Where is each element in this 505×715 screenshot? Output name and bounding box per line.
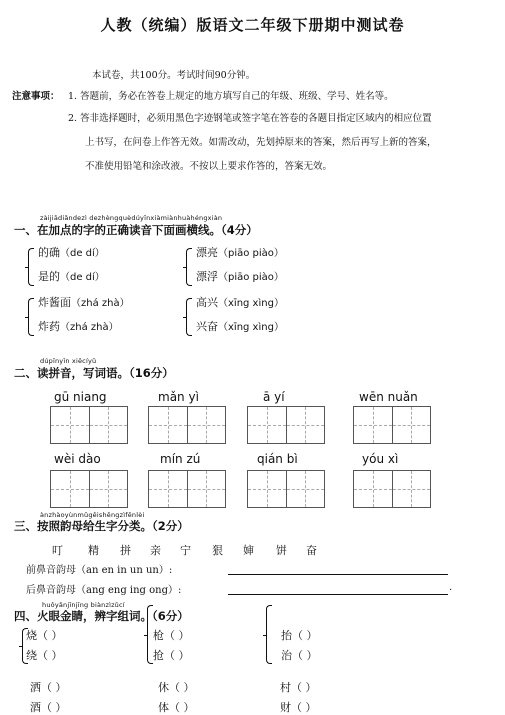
brace — [266, 605, 272, 664]
s1-item: 的确（de dí） — [38, 246, 105, 259]
s3-front-label: 前鼻音韵母（an en in un un）: — [26, 565, 173, 576]
s2-heading: 二、读拼音，写词语。（16分） — [14, 366, 174, 380]
writing-grid[interactable] — [353, 406, 431, 444]
s2-word-pinyin: wèi dào — [54, 452, 101, 466]
s4-item: 抬（ ） — [281, 629, 318, 642]
s1-item: 炸药（zhá zhà） — [38, 320, 119, 333]
s4-item: 枪（ ） — [153, 629, 190, 642]
s3-char: 叮 — [52, 544, 63, 557]
s4-item: 财（ ） — [280, 701, 317, 714]
s1-item: 兴奋（xīng xìng） — [196, 320, 284, 333]
s2-word-pinyin: yóu xì — [362, 452, 399, 466]
s1-item: 炸酱面（zhá zhà） — [38, 296, 130, 309]
writing-grid[interactable] — [50, 470, 128, 508]
s2-word-pinyin: ā yí — [263, 390, 285, 404]
s4-item: 治（ ） — [281, 649, 318, 662]
brace — [28, 298, 34, 336]
writing-grid[interactable] — [50, 406, 128, 444]
notice-2b: 上书写，在问卷上作答无效。如需改动，先划掉原来的答案，然后再写上新的答案， — [85, 137, 437, 148]
s3-char: 精 — [88, 544, 99, 557]
writing-grid[interactable] — [148, 406, 226, 444]
notice-1: 1. 答题前，务必在答卷上规定的地方填写自己的年级、班级、学号、姓名等。 — [68, 91, 394, 102]
s3-pinyin: ànzhàoyùnmǔgěishēngzìfēnlèi — [40, 511, 145, 519]
notice-2c: 不准使用铅笔和涂改液。不按以上要求作答的，答案无效。 — [85, 161, 333, 172]
s1-item: 漂亮（piāo piào） — [196, 246, 284, 259]
answer-line[interactable] — [228, 574, 448, 575]
s4-heading: 四、火眼金睛，辨字组词。（6分） — [14, 609, 189, 623]
s4-item: 烧（ ） — [26, 629, 63, 642]
s3-char: 亲 — [150, 544, 161, 557]
s2-pinyin: dúpīnyīn xiěcíyǔ — [40, 357, 97, 365]
writing-grid[interactable] — [247, 470, 325, 508]
s2-word-pinyin: wēn nuǎn — [359, 390, 418, 404]
intro-text: 本试卷，共100分。考试时间90分钟。 — [92, 70, 256, 81]
s4-item: 抢（ ） — [153, 649, 190, 662]
s2-word-pinyin: qián bì — [257, 452, 298, 466]
s3-char: 奋 — [306, 544, 317, 557]
s4-item: 酒（ ） — [30, 701, 67, 714]
s2-word-pinyin: mǎn yì — [158, 390, 199, 404]
s1-item: 高兴（xīng xìng） — [196, 296, 284, 309]
s3-char: 婶 — [243, 544, 254, 557]
writing-grid[interactable] — [148, 470, 226, 508]
brace — [186, 248, 192, 286]
s4-item: 体（ ） — [158, 701, 195, 714]
page-title: 人教（统编）版语文二年级下册期中测试卷 — [100, 16, 405, 34]
s3-char: 狠 — [212, 544, 223, 557]
s1-item: 漂浮（piāo piào） — [196, 270, 284, 283]
brace — [28, 248, 34, 286]
s3-back-end: . — [449, 582, 453, 593]
s4-item: 洒（ ） — [30, 681, 67, 694]
s2-word-pinyin: gū niang — [54, 390, 107, 404]
s3-back-label: 后鼻音韵母（ang eng ing ong）: — [26, 585, 182, 596]
s3-char: 拼 — [120, 544, 131, 557]
notice-label: 注意事项： — [12, 91, 60, 102]
s1-heading: 一、在加点的字的正确读音下面画横线。（4分） — [14, 223, 258, 237]
s4-item: 休（ ） — [158, 681, 195, 694]
writing-grid[interactable] — [247, 406, 325, 444]
s4-pinyin: huǒyǎnjīnjīng biànzìzǔcí — [42, 601, 125, 609]
s3-char: 饼 — [276, 544, 287, 557]
s1-item: 是的（de dí） — [38, 270, 105, 283]
s1-pinyin: zàijiādiǎndezì dezhèngquèdúyīnxiàmiànhuàhéngxiàn — [40, 214, 223, 222]
writing-grid[interactable] — [353, 470, 431, 508]
notice-2a: 2. 答非选择题时，必须用黑色字迹钢笔或签字笔在答卷的各题目指定区域内的相应位置 — [68, 113, 432, 124]
s4-item: 绕（ ） — [26, 649, 63, 662]
s2-word-pinyin: mín zú — [160, 452, 201, 466]
brace — [186, 298, 192, 336]
answer-line[interactable] — [228, 594, 448, 595]
s4-item: 村（ ） — [280, 681, 317, 694]
s3-char: 宁 — [180, 544, 191, 557]
s3-heading: 三、按照韵母给生字分类。（2分） — [14, 519, 189, 533]
